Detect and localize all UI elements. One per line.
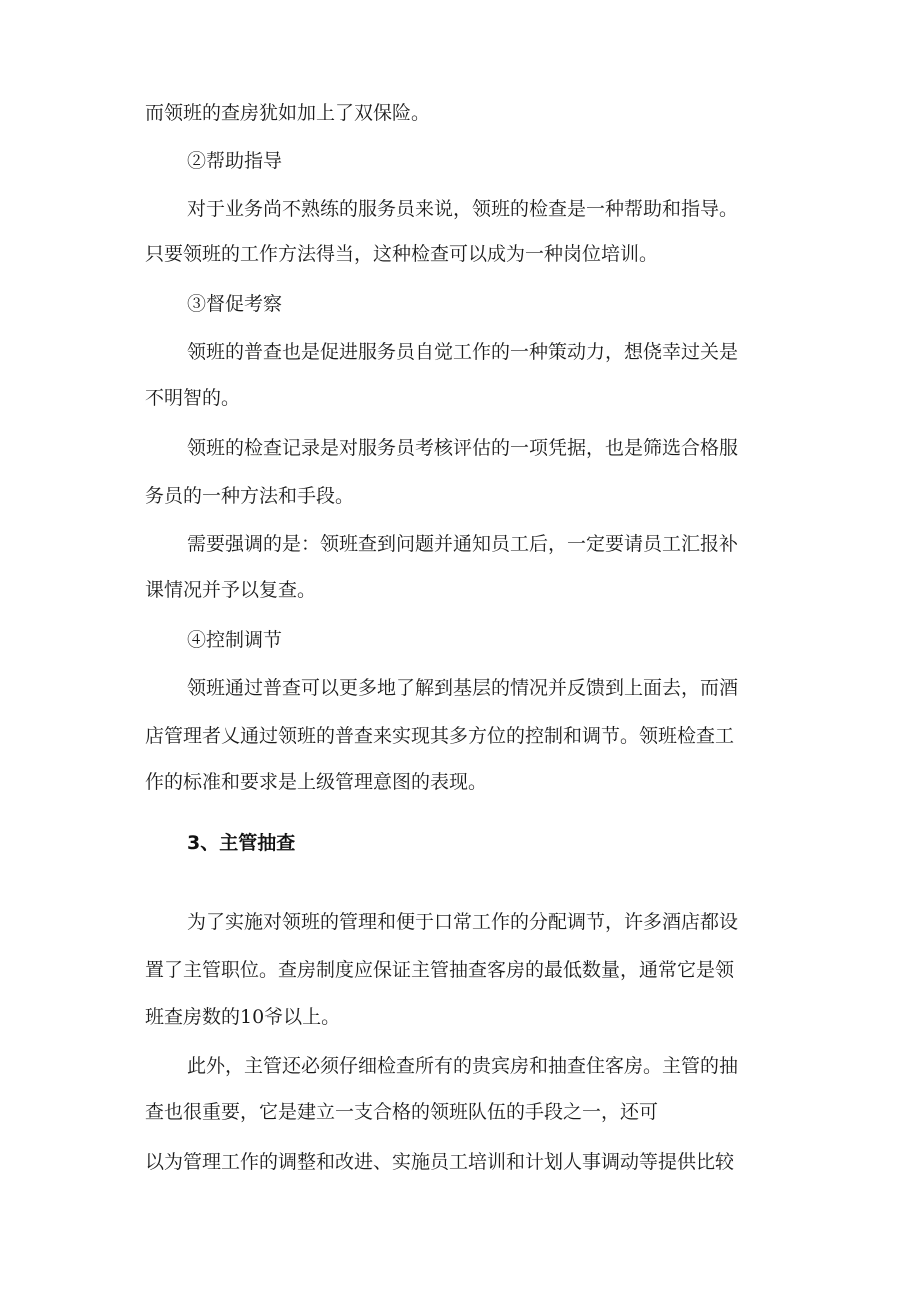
text-line-9: 务员的一种方法和手段。 [145, 485, 355, 507]
text-line-14: 店管理者乂通过领班的普查来实现其多方位的控制和调节。领班检查工 [145, 725, 735, 747]
list-item-control-adjust: ④控制调节 [187, 629, 283, 651]
text-line-6: 领班的普查也是促进服务员自觉工作的一种策动力，想侥幸过关是 [187, 341, 739, 363]
text-line-8: 领班的检查记录是对服务员考核评估的一项凭据，也是筛选合格服 [187, 437, 739, 459]
text-line-4: 只要领班的工作方法得当，这种检查可以成为一种岗位培训。 [145, 243, 659, 265]
list-item-help-guidance: ②帮助指导 [187, 150, 283, 172]
text-line-21: 查也很重要，它是建立一支合格的领班队伍的手段之一，还可 [145, 1101, 659, 1123]
text-line-15: 作的标准和要求是上级管理意图的表现。 [145, 771, 488, 793]
text-line-11: 课情况并予以复查。 [145, 579, 317, 601]
text-line-17: 为了实施对领班的管理和便于口常工作的分配调节，许多酒店都设 [187, 911, 739, 933]
text-line-10: 需要强调的是：领班查到问题并通知员工后，一定要请员工汇报补 [187, 533, 739, 555]
text-line-22: 以为管理工作的调整和改进、实施员工培训和计划人事调动等提供比较 [145, 1151, 735, 1173]
text-line-7: 不明智的。 [145, 387, 241, 409]
text-line-18: 置了主管职位。查房制度应保证主管抽查客房的最低数量，通常它是领 [145, 959, 735, 981]
text-line-1: 而领班的查房犹如加上了双保险。 [145, 102, 431, 124]
text-line-13: 领班通过普查可以更多地了解到基层的情况并反馈到上面去，而酒 [187, 677, 739, 699]
list-item-supervise-inspect: ③督促考察 [187, 293, 283, 315]
section-heading: 3、主管抽查 [187, 832, 296, 854]
text-line-3: 对于业务尚不熟练的服务员来说，领班的检查是一种帮助和指导。 [187, 198, 739, 220]
text-line-20: 此外，主管还必须仔细检查所有的贵宾房和抽查住客房。主管的抽 [187, 1055, 739, 1077]
text-line-19: 班查房数的10爷以上。 [145, 1006, 341, 1028]
